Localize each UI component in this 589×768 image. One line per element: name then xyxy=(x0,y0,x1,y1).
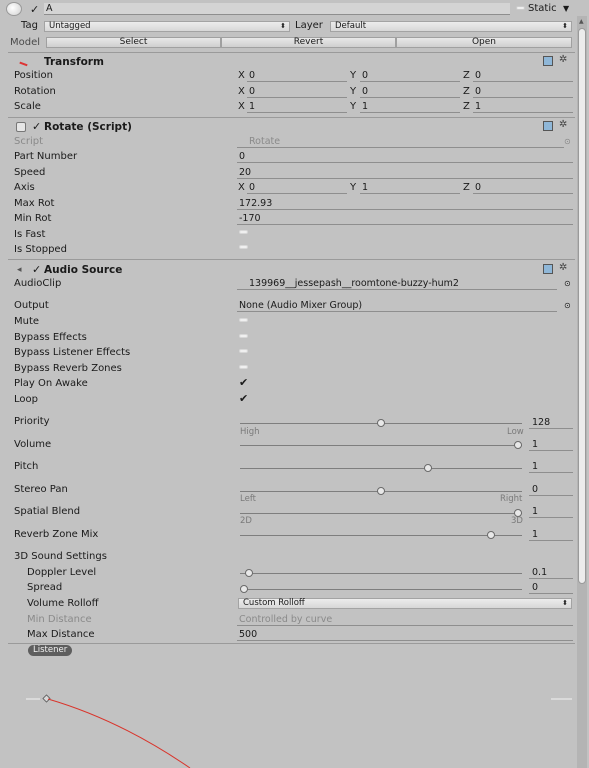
rolloff-curve xyxy=(48,699,190,768)
static-dropdown-arrow-icon[interactable]: ▼ xyxy=(563,4,570,13)
rotation-z-field[interactable]: 0 xyxy=(473,86,573,98)
loop-checkbox[interactable]: ✔ xyxy=(239,392,249,405)
reverb-mix-slider[interactable] xyxy=(240,535,522,536)
axis-x-field[interactable]: 0 xyxy=(247,182,347,194)
is-fast-checkbox[interactable] xyxy=(239,230,248,234)
y-axis-label: Y xyxy=(350,101,357,112)
divider xyxy=(8,52,575,53)
layer-label: Layer xyxy=(295,20,323,31)
play-on-awake-checkbox[interactable]: ✔ xyxy=(239,376,249,389)
static-label[interactable]: Static xyxy=(528,3,557,14)
axis-y-field[interactable]: 1 xyxy=(360,182,460,194)
slider-thumb[interactable] xyxy=(240,585,248,593)
scrollbar-thumb[interactable] xyxy=(578,28,586,584)
x-axis-label: X xyxy=(238,86,245,97)
spread-slider[interactable] xyxy=(240,589,522,590)
script-label: Script xyxy=(14,136,44,147)
active-checkbox[interactable]: ✓ xyxy=(30,3,40,16)
is-fast-label: Is Fast xyxy=(14,229,46,240)
stereo-left-text: Left xyxy=(240,494,256,504)
spread-field[interactable]: 0 xyxy=(529,582,573,594)
spatial-2d-text: 2D xyxy=(240,516,252,526)
spatial-blend-slider[interactable] xyxy=(240,513,522,514)
x-axis-label: X xyxy=(238,70,245,81)
is-stopped-label: Is Stopped xyxy=(14,244,67,255)
volume-rolloff-value: Custom Rolloff xyxy=(243,598,305,608)
audio-clip-field[interactable] xyxy=(237,278,557,290)
model-label: Model xyxy=(10,37,41,48)
volume-rolloff-label: Volume Rolloff xyxy=(27,598,99,609)
priority-slider[interactable] xyxy=(240,423,522,424)
object-picker-icon[interactable]: ⊙ xyxy=(564,301,571,310)
tag-value: Untagged xyxy=(49,21,91,31)
object-picker-icon[interactable]: ⊙ xyxy=(564,137,571,146)
reverb-mix-label: Reverb Zone Mix xyxy=(14,529,99,540)
static-toggle-icon[interactable] xyxy=(516,6,525,10)
volume-slider[interactable] xyxy=(240,445,522,446)
audio-clip-value: 139969__jessepash__roomtone-buzzy-hum2 xyxy=(249,278,459,289)
z-axis-label: Z xyxy=(463,86,470,97)
axis-label: Axis xyxy=(14,182,35,193)
position-x-field[interactable]: 0 xyxy=(247,70,347,82)
bypass-reverb-label: Bypass Reverb Zones xyxy=(14,363,122,374)
object-picker-icon[interactable]: ⊙ xyxy=(564,279,571,288)
rotation-y-field[interactable]: 0 xyxy=(360,86,460,98)
max-rot-field[interactable]: 172.93 xyxy=(237,198,573,210)
curve-key-point xyxy=(43,695,50,702)
rotation-x-field[interactable]: 0 xyxy=(247,86,347,98)
y-axis-label: Y xyxy=(350,182,357,193)
divider xyxy=(8,259,575,260)
rolloff-curve-graph[interactable] xyxy=(0,660,580,768)
spread-label: Spread xyxy=(27,582,63,593)
slider-thumb[interactable] xyxy=(514,441,522,449)
gameobject-icon xyxy=(6,2,22,16)
output-field[interactable]: None (Audio Mixer Group) xyxy=(237,300,557,312)
part-number-label: Part Number xyxy=(14,151,78,162)
spatial-blend-label: Spatial Blend xyxy=(14,506,81,517)
scale-x-field[interactable]: 1 xyxy=(247,101,347,113)
bypass-effects-label: Bypass Effects xyxy=(14,332,87,343)
x-axis-label: X xyxy=(238,182,245,193)
y-axis-label: Y xyxy=(350,86,357,97)
scale-z-field[interactable]: 1 xyxy=(473,101,573,113)
slider-thumb[interactable] xyxy=(377,487,385,495)
scrollbar-up-arrow-icon[interactable]: ▲ xyxy=(579,18,584,25)
mute-checkbox[interactable] xyxy=(239,318,248,322)
pitch-label: Pitch xyxy=(14,461,39,472)
x-axis-label: X xyxy=(238,101,245,112)
min-distance-field: Controlled by curve xyxy=(237,614,573,626)
priority-low-text: Low xyxy=(507,427,524,437)
stereo-pan-field[interactable]: 0 xyxy=(529,484,573,496)
script-icon xyxy=(16,122,26,132)
bypass-reverb-checkbox[interactable] xyxy=(239,365,248,369)
gear-icon[interactable]: ✲ xyxy=(559,119,568,130)
max-distance-label: Max Distance xyxy=(27,629,95,640)
doppler-level-field[interactable]: 0.1 xyxy=(529,567,573,579)
part-number-field[interactable]: 0 xyxy=(237,151,573,163)
script-field xyxy=(237,136,564,148)
stereo-pan-slider[interactable] xyxy=(240,491,522,492)
stereo-pan-label: Stereo Pan xyxy=(14,484,68,495)
volume-field[interactable]: 1 xyxy=(529,439,573,451)
play-on-awake-label: Play On Awake xyxy=(14,378,88,389)
bypass-effects-checkbox[interactable] xyxy=(239,334,248,338)
position-z-field[interactable]: 0 xyxy=(473,70,573,82)
position-y-field[interactable]: 0 xyxy=(360,70,460,82)
output-label: Output xyxy=(14,300,49,311)
layer-dropdown[interactable] xyxy=(330,21,572,32)
doppler-level-label: Doppler Level xyxy=(27,567,97,578)
help-book-icon[interactable] xyxy=(543,56,553,66)
priority-high-text: High xyxy=(240,427,260,437)
scale-label: Scale xyxy=(14,101,41,112)
speed-field[interactable]: 20 xyxy=(237,167,573,179)
min-rot-label: Min Rot xyxy=(14,213,52,224)
scale-y-field[interactable]: 1 xyxy=(360,101,460,113)
component-enabled-checkbox[interactable]: ✓ xyxy=(32,263,42,276)
dropdown-arrow-icon: ⬍ xyxy=(562,599,568,607)
position-label: Position xyxy=(14,70,53,81)
audio-source-title[interactable]: Audio Source xyxy=(44,264,123,276)
transform-icon xyxy=(19,59,28,66)
spatial-blend-field[interactable]: 1 xyxy=(529,506,573,518)
slider-thumb[interactable] xyxy=(424,464,432,472)
select-button[interactable]: Select xyxy=(46,37,221,48)
axis-z-field[interactable]: 0 xyxy=(473,182,573,194)
pitch-slider[interactable] xyxy=(240,468,522,469)
z-axis-label: Z xyxy=(463,182,470,193)
max-distance-field[interactable]: 500 xyxy=(237,629,573,641)
listener-badge[interactable]: Listener xyxy=(28,645,72,656)
help-book-icon[interactable] xyxy=(543,264,553,274)
min-distance-label: Min Distance xyxy=(27,614,92,625)
audio-clip-label: AudioClip xyxy=(14,278,62,289)
priority-field[interactable]: 128 xyxy=(529,417,573,429)
z-axis-label: Z xyxy=(463,70,470,81)
volume-label: Volume xyxy=(14,439,52,450)
volume-rolloff-dropdown[interactable] xyxy=(238,598,572,609)
dropdown-arrow-icon: ⬍ xyxy=(562,22,568,30)
doppler-level-slider[interactable] xyxy=(240,573,522,574)
stereo-right-text: Right xyxy=(500,494,523,504)
loop-label: Loop xyxy=(14,394,38,405)
min-rot-field[interactable]: -170 xyxy=(237,213,573,225)
script-value: Rotate xyxy=(249,136,281,147)
rotate-script-title[interactable]: Rotate (Script) xyxy=(44,121,132,133)
object-name-field[interactable]: A xyxy=(44,3,510,15)
revert-button[interactable]: Revert xyxy=(221,37,396,48)
max-rot-label: Max Rot xyxy=(14,198,55,209)
layer-value: Default xyxy=(335,21,367,31)
open-button[interactable]: Open xyxy=(396,37,572,48)
divider xyxy=(8,117,575,118)
scrollbar-track[interactable] xyxy=(577,16,587,768)
3d-sound-settings-foldout[interactable]: 3D Sound Settings xyxy=(14,551,107,562)
bypass-listener-label: Bypass Listener Effects xyxy=(14,347,131,358)
is-stopped-checkbox[interactable] xyxy=(239,245,248,249)
speed-label: Speed xyxy=(14,167,46,178)
dropdown-arrow-icon: ⬍ xyxy=(280,22,286,30)
slider-thumb[interactable] xyxy=(377,419,385,427)
reverb-mix-field[interactable]: 1 xyxy=(529,529,573,541)
tag-label: Tag xyxy=(21,20,38,31)
divider xyxy=(8,643,575,644)
rotation-label: Rotation xyxy=(14,86,56,97)
y-axis-label: Y xyxy=(350,70,357,81)
tag-dropdown[interactable] xyxy=(44,21,290,32)
spatial-3d-text: 3D xyxy=(511,516,523,526)
gear-icon[interactable]: ✲ xyxy=(559,54,568,65)
component-enabled-checkbox[interactable]: ✓ xyxy=(32,120,42,133)
slider-thumb[interactable] xyxy=(487,531,495,539)
priority-label: Priority xyxy=(14,416,50,427)
pitch-field[interactable]: 1 xyxy=(529,461,573,473)
bypass-listener-checkbox[interactable] xyxy=(239,349,248,353)
mute-label: Mute xyxy=(14,316,40,327)
help-book-icon[interactable] xyxy=(543,121,553,131)
transform-title[interactable]: Transform xyxy=(44,56,104,68)
z-axis-label: Z xyxy=(463,101,470,112)
slider-thumb[interactable] xyxy=(245,569,253,577)
gear-icon[interactable]: ✲ xyxy=(559,262,568,273)
speaker-icon: ◂ xyxy=(17,265,22,275)
